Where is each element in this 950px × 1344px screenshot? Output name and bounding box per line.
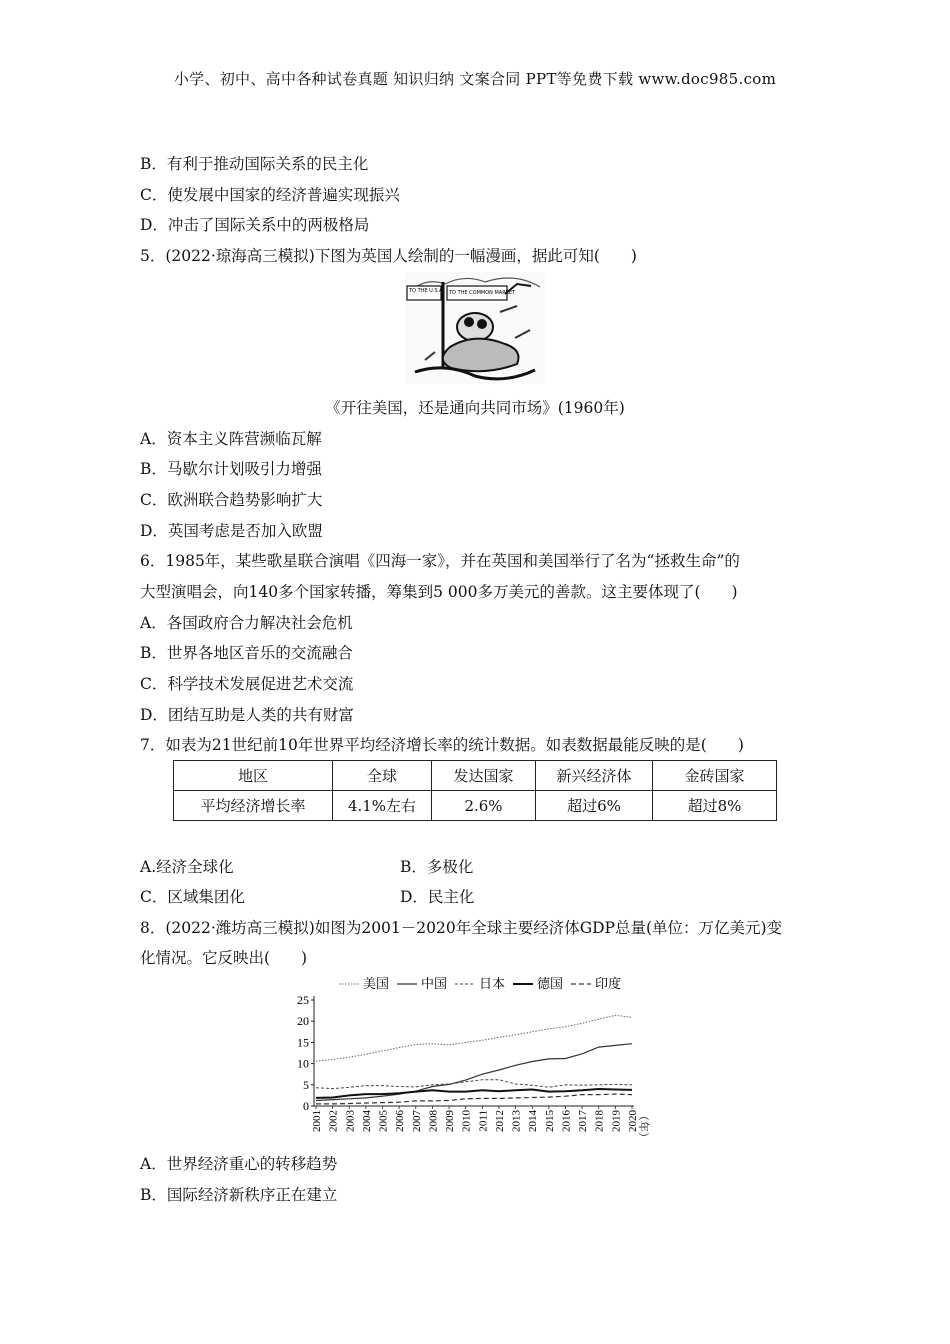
legend-label: 印度	[595, 977, 622, 992]
x-tick-label: 2014	[527, 1110, 540, 1132]
legend-label: 日本	[479, 977, 506, 992]
q5-option-c[interactable]: C．欧洲联合趋势影响扩大	[140, 491, 323, 509]
q8-stem-line2: 化情况。它反映出( )	[140, 949, 308, 967]
q4-option-d[interactable]: D．冲击了国际关系中的两极格局	[140, 216, 370, 234]
gdp-line-chart	[284, 974, 664, 1144]
x-tick-label: 2012	[493, 1110, 506, 1132]
cartoon-caption: 《开往美国，还是通向共同市场》(1960年)	[325, 399, 625, 417]
y-tick-label: 20	[297, 1014, 309, 1029]
growth-table	[173, 760, 777, 821]
q6-option-b[interactable]: B．世界各地区音乐的交流融合	[140, 644, 353, 662]
q5-option-d[interactable]: D．英国考虑是否加入欧盟	[140, 522, 323, 540]
q5-option-b[interactable]: B．马歇尔计划吸引力增强	[140, 460, 322, 478]
q6-option-c[interactable]: C．科学技术发展促进艺术交流	[140, 675, 354, 693]
table-row	[174, 791, 777, 821]
x-tick-label: 2005	[377, 1110, 390, 1132]
q6-stem-line2: 大型演唱会，向140多个国家转播，筹集到5 000多万美元的善款。这主要体现了( )	[140, 583, 738, 601]
x-tick-label: 2007	[410, 1110, 423, 1132]
table-cell: 超过6%	[536, 791, 653, 821]
x-tick-label: 2009	[444, 1110, 457, 1132]
q8-option-b[interactable]: B．国际经济新秩序正在建立	[140, 1186, 338, 1204]
q8-stem-line1: 8．(2022·潍坊高三模拟)如图为2001－2020年全球主要经济体GDP总量(单位：万亿美元)变	[140, 919, 783, 937]
table-cell: 2.6%	[432, 791, 536, 821]
sign-left-text: TO THE U.S.A	[409, 288, 443, 294]
q6-option-a[interactable]: A．各国政府合力解决社会危机	[140, 614, 353, 632]
q4-option-c[interactable]: C．使发展中国家的经济普遍实现振兴	[140, 186, 400, 204]
q7-option-c[interactable]: C．区域集团化	[140, 888, 245, 906]
table-cell: 平均经济增长率	[174, 791, 333, 821]
table-header-cell: 地区	[174, 761, 333, 791]
table-header-cell: 全球	[333, 761, 432, 791]
q7-option-d[interactable]: D．民主化	[400, 888, 475, 906]
x-tick-label: 2011	[477, 1110, 490, 1132]
legend-label: 美国	[363, 977, 390, 992]
x-tick-label: 2004	[360, 1110, 373, 1132]
x-tick-label: 2008	[427, 1110, 440, 1132]
x-tick-label: 2020	[627, 1110, 639, 1132]
series-line-德国	[316, 1089, 632, 1098]
series-line-印度	[316, 1094, 632, 1104]
table-header-cell: 金砖国家	[653, 761, 777, 791]
table-header-cell: 发达国家	[432, 761, 536, 791]
table-header-row	[174, 761, 777, 791]
series-line-日本	[316, 1080, 632, 1089]
x-tick-label: 2001	[311, 1110, 323, 1132]
x-tick-label: 2016	[560, 1110, 573, 1132]
cartoon-image	[405, 272, 545, 384]
y-tick-label: 10	[297, 1056, 309, 1071]
x-tick-label: 2015	[543, 1110, 556, 1132]
table-cell: 超过8%	[653, 791, 777, 821]
legend-label: 德国	[537, 977, 564, 992]
q7-stem: 7．如表为21世纪前10年世界平均经济增长率的统计数据。如表数据最能反映的是( )	[140, 736, 744, 754]
q4-option-b[interactable]: B．有利于推动国际关系的民主化	[140, 155, 369, 173]
q6-option-d[interactable]: D．团结互助是人类的共有财富	[140, 706, 354, 724]
y-tick-label: 15	[297, 1035, 309, 1050]
y-tick-label: 25	[297, 993, 309, 1007]
q8-option-a[interactable]: A．世界经济重心的转移趋势	[140, 1155, 338, 1173]
series-line-美国	[316, 1015, 632, 1061]
x-tick-label: 2010	[460, 1110, 473, 1132]
series-line-中国	[316, 1044, 632, 1101]
x-tick-label: 2003	[344, 1110, 357, 1132]
q7-option-b[interactable]: B．多极化	[400, 858, 474, 876]
table-cell: 4.1%左右	[333, 791, 432, 821]
x-axis-label: （年）	[637, 1110, 650, 1143]
q5-stem: 5．(2022·琼海高三模拟)下图为英国人绘制的一幅漫画，据此可知( )	[140, 247, 637, 265]
legend-label: 中国	[421, 977, 448, 992]
x-tick-label: 2006	[394, 1110, 407, 1132]
q7-option-a[interactable]: A.经济全球化	[140, 858, 234, 876]
y-tick-label: 5	[303, 1077, 309, 1092]
table-header-cell: 新兴经济体	[536, 761, 653, 791]
x-tick-label: 2013	[510, 1110, 523, 1132]
x-tick-label: 2019	[610, 1110, 623, 1132]
sign-right-text: TO THE COMMON MARKET	[449, 290, 516, 296]
q5-option-a[interactable]: A．资本主义阵营濒临瓦解	[140, 430, 322, 448]
x-tick-label: 2002	[327, 1110, 340, 1132]
y-tick-label: 0	[303, 1099, 309, 1113]
q6-stem-line1: 6．1985年，某些歌星联合演唱《四海一家》，并在英国和美国举行了名为“拯救生命”的	[140, 552, 740, 570]
x-tick-label: 2017	[577, 1110, 590, 1132]
page-header: 小学、初中、高中各种试卷真题 知识归纳 文案合同 PPT等免费下载 www.doc985.com	[173, 70, 777, 88]
x-tick-label: 2018	[593, 1110, 606, 1132]
